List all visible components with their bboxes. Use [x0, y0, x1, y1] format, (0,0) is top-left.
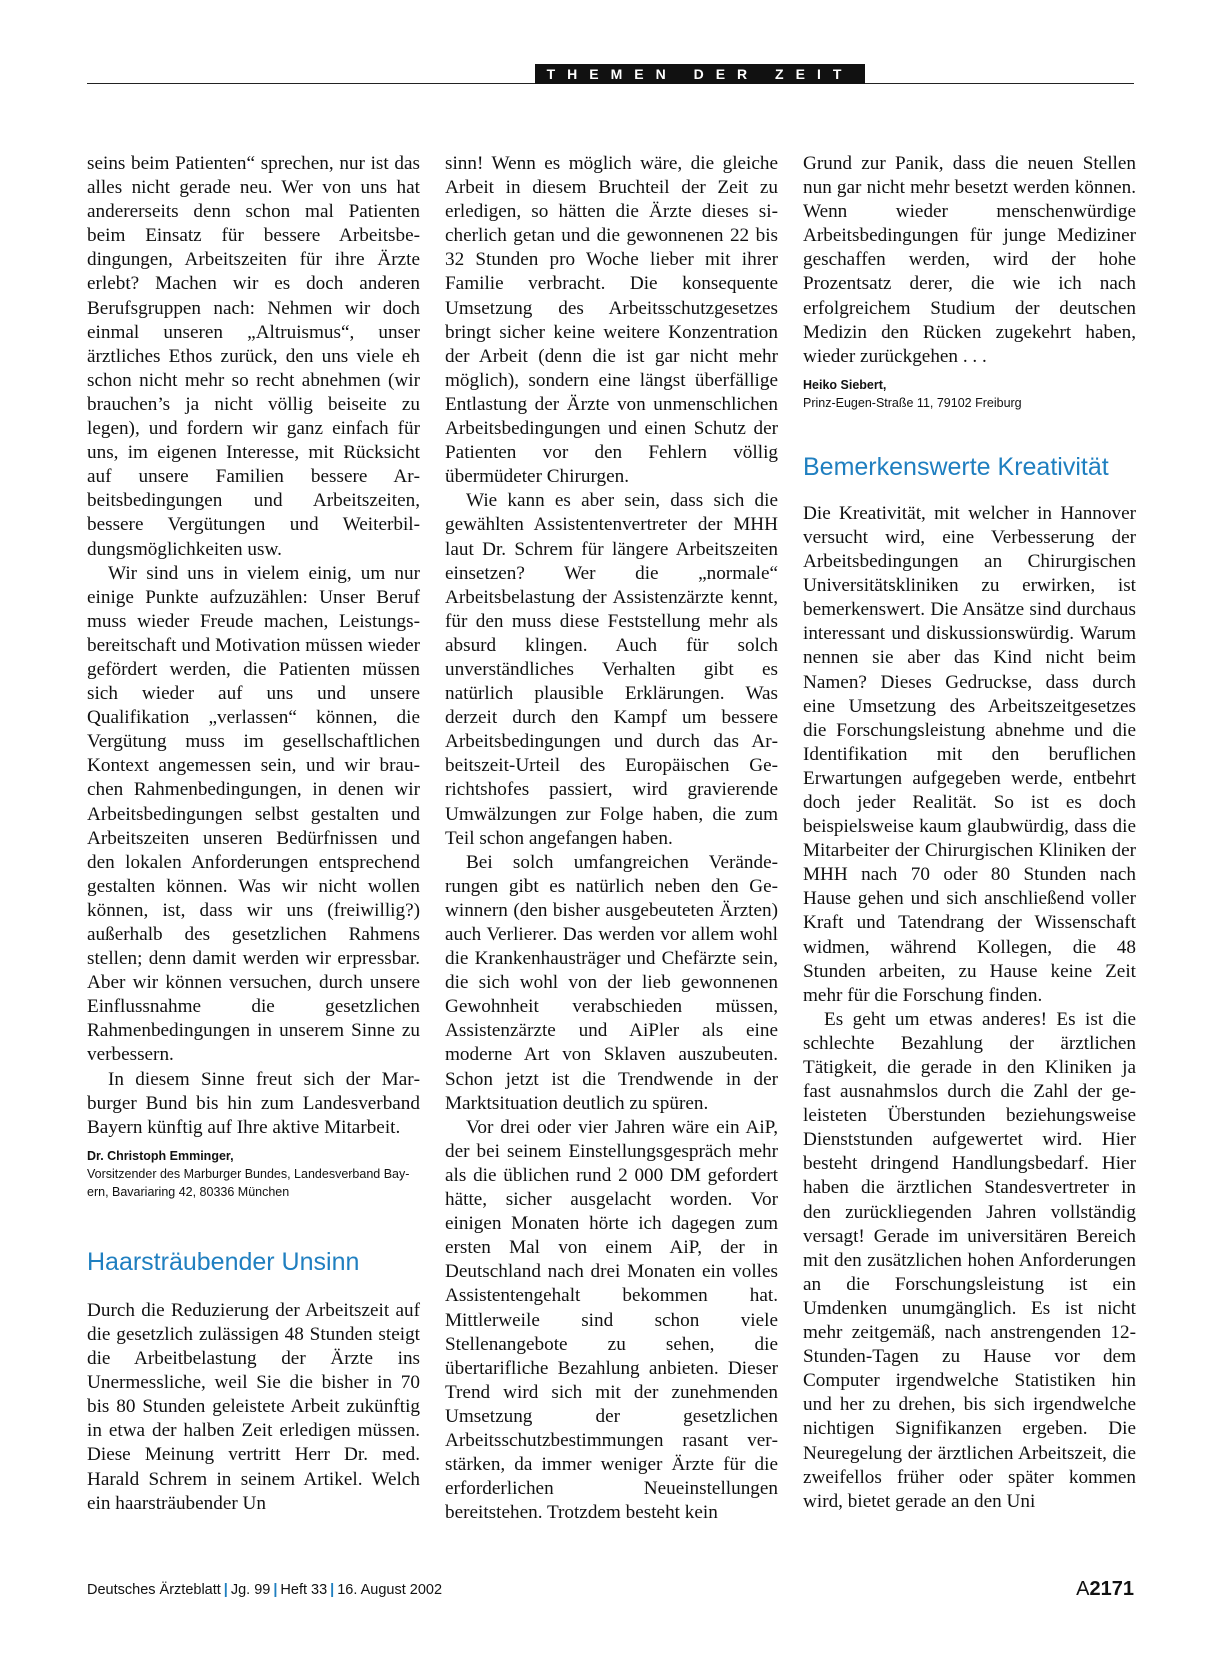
section-label: THEMEN DER ZEIT [535, 64, 865, 84]
paragraph: seins beim Patienten“ sprechen, nur ist das alles nicht gerade neu. Wer von uns hat andererseits denn schon mal Patienten beim Einsatz für bessere Arbeitsbedingungen, Arbeitszeiten für ihre Ärzte erlebt? Machen wir es doch anderen Berufsgruppen nach: Nehmen wir doch einmal unseren „Altruismus“, unser ärztliches Ethos zurück, den uns viele eh schon nicht mehr so recht abnehmen (wir brauchen’s ja nicht völlig beiseite zu legen), und fordern wir ganz einfach für uns, im eigenen Interesse, mit Rücksicht auf unsere Familien bessere Arbeitsbedingungen und Arbeitszeiten, bessere Vergütungen und Weiterbildungsmöglichkeiten usw. [87, 153, 420, 560]
separator: | [330, 1582, 335, 1598]
paragraph: In diesem Sinne freut sich der Marburger Bund bis hin zum Landesverband Bayern künftig auf Ihre aktive Mitarbeit. [87, 1068, 420, 1138]
section-header [87, 64, 1134, 86]
separator: | [273, 1582, 278, 1598]
paragraph: Grund zur Panik, dass die neuen Stellen nun gar nicht mehr besetzt werden können. Wenn wieder menschenwürdige Arbeitsbedingungen für junge Mediziner geschaffen werden, wird der hohe Prozentsatz derer, die wie ich nach erfolgreichem Studium der deutschen Medizin den Rücken zugekehrt haben, wieder zurückgehen . . . [803, 153, 1136, 367]
issue: Heft 33 [280, 1582, 328, 1598]
page-prefix: A [1076, 1578, 1090, 1600]
paragraph: Wie kann es aber sein, dass sich die gewählten Assistentenvertreter der MHH laut Dr. Schrem für längere Arbeitszeiten einsetzen? Wer die „normale“ Arbeitsbelastung der Assistenzärzte kennt, für den muss diese Feststellung mehr als absurd klingen. Auch für solch unverständliches Verhalten gibt es natürlich plausible Erklärungen. Was derzeit durch den Kampf um bessere Arbeitsbedingungen und durch das Arbeitszeit-Urteil des Europäischen Gerichtshofes passiert, wird gravierende Umwälzungen zur Folge haben, die zum Teil schon angefangen haben. [445, 490, 778, 849]
journal-name: Deutsches Ärzteblatt [87, 1582, 221, 1598]
citation [87, 1582, 442, 1598]
separator: | [223, 1582, 228, 1598]
author-address: Vorsitzender des Marburger Bundes, Landesverband Bayern, Bavariaring 42, 80336 München [87, 1166, 410, 1199]
paragraph: Vor drei oder vier Jahren wäre ein AiP, der bei seinem Einstellungsgespräch mehr als die üblichen rund 2 000 DM gefordert hätte, sicher ausgelacht worden. Vor einigen Monaten hörte ich dagegen zum ersten Mal von einem AiP, der in Deutschland nach drei Monaten ein volles Assistentengehalt bekommen hat. Mittlerweile sind schon viele Stellenangebote zu sehen, die übertarifliche Bezahlung anbieten. Dieser Trend wird sich mit der zunehmenden Umsetzung der gesetzlichen Arbeitsschutzbestimmungen rasant verstärken, da immer weniger Ärzte für die erforderlichen Neueinstellungen bereitstehen. Trotzdem besteht kein [445, 1116, 778, 1524]
letter-signature [803, 377, 1136, 412]
letter-heading: Haarsträubender Unsinn [87, 1247, 360, 1276]
letter-signature [87, 1148, 420, 1201]
column-2 [445, 152, 778, 1525]
column-1 [87, 152, 420, 1516]
paragraph: Es geht um etwas anderes! Es ist die schlechte Bezahlung der ärztlichen Tätigkeit, die gerade in den Kliniken ja fast ausnahmslos durch die Zahl der geleisteten Überstunden beziehungsweise Dienststunden aufgewertet wird. Hier besteht dringend Handlungsbedarf. Hier haben die ärztlichen Standesvertreter in den zurückliegenden Jahren vollständig versagt! Gerade im universitären Bereich mit den zusätzlichen hohen Anforderungen an die Forschungsleistung ist ein Umdenken unumgänglich. Es ist nicht mehr zeitgemäß, nach anstrengenden 12-Stunden-Tagen zu Hause vor dem Computer irgendwelche Statistiken hin und her zu drehen, bis sich irgendwelche nichtigen Signifikanzen ergeben. Die Neuregelung der ärztlichen Arbeitszeit, die zweifellos früher oder später kommen wird, bietet gerade an den Uni [803, 1008, 1136, 1512]
volume: Jg. 99 [230, 1582, 271, 1598]
page-number-value: 2171 [1089, 1578, 1134, 1600]
issue-date: 16. August 2002 [337, 1582, 443, 1598]
page-footer [87, 1578, 1134, 1602]
paragraph: Bei solch umfangreichen Veränderungen gibt es natürlich neben den Gewinnern (den bisher ausgebeuteten Ärzten) auch Verlierer. Das werden vor allem wohl die Krankenhausträger und Chefärzte sein, die sich wohl von der lieb gewonnenen Gewohnheit verabschieden müssen, Assistenzärzte und AiPler als eine moderne Art von Sklaven auszubeuten. Schon jetzt ist die Trendwende in der Marktsituation deutlich zu spüren. [445, 851, 778, 1114]
column-3 [803, 152, 1136, 1514]
paragraph: Die Kreativität, mit welcher in Hannover versucht wird, eine Verbesserung der Arbeitsbedingungen an Chirurgischen Universitätskliniken zu erwirken, ist bemerkenswert. Die Ansätze sind durchaus interessant und diskussionswürdig. Warum nennen sie aber das Kind nicht beim Namen? Dieses Gedruckse, dass durch eine Umsetzung des Arbeitszeitgesetzes die Forschungsleistung abnehme und die Identifikation mit den beruflichen Erwartungen aufgegeben werde, entbehrt doch jeder Realität. So ist es doch beispielsweise kaum glaubwürdig, dass die Mitarbeiter der Chirurgischen Kliniken der MHH nach 70 oder 80 Stunden nach Hause gehen und sich anschließend voller Kraft und Tatendrang der Wissenschaft widmen, während Kollegen, die 48 Stunden arbeiten, zu Hause keine Zeit mehr für die Forschung finden. [803, 502, 1136, 1006]
page-number [1076, 1578, 1134, 1601]
paragraph: Durch die Reduzierung der Arbeitszeit auf die gesetzlich zulässigen 48 Stunden steigt die Arbeitbelastung der Ärzte ins Unermessliche, weil Sie die bisher in 70 bis 80 Stunden geleistete Arbeit zukünftig in etwa der halben Zeit erledigen müssen. Diese Meinung vertritt Herr Dr. med. Harald Schrem in seinem Artikel. Welch ein haarsträubender Un [87, 1299, 420, 1514]
letter-heading: Bemerkenswerte Kreativität [803, 452, 1109, 481]
author-name: Heiko Siebert, [803, 377, 887, 392]
paragraph: Wir sind uns in vielem einig, um nur einige Punkte aufzuzählen: Unser Beruf muss wieder Freude machen, Leistungsbereitschaft und Motivation müssen wieder gefördert werden, die Patienten müssen sich wieder auf uns und unsere Qualifikation „verlassen“ können, die Vergütung muss im gesellschaftlichen Kontext angemessen sein, und wir brauchen Rahmenbedingungen, in denen wir Arbeitsbedingungen selbst gestalten und Arbeitszeiten unseren Bedürfnissen und den lokalen Anforderungen entsprechend gestalten können. Was wir nicht wollen können, ist, dass wir uns (freiwillig?) außerhalb des gesetzlichen Rahmens stellen; denn damit werden wir erpressbar. Aber wir können versuchen, durch unsere Einflussnahme die gesetzlichen Rahmenbedingungen in unserem Sinne zu verbessern. [87, 562, 420, 1066]
author-address: Prinz-Eugen-Straße 11, 79102 Freiburg [803, 395, 1022, 410]
paragraph: sinn! Wenn es möglich wäre, die gleiche Arbeit in diesem Bruchteil der Zeit zu erledigen, so hätten die Ärzte dieses sicherlich getan und die gewonnenen 22 bis 32 Stunden pro Woche lieber mit ihrer Familie verbracht. Die konsequente Umsetzung des Arbeitsschutzgesetzes bringt sicher keine weitere Konzentration der Arbeit (denn die ist gar nicht mehr möglich), sondern eine längst überfällige Entlastung der Ärzte von unmenschlichen Arbeitsbedingungen und einen Schutz der Patienten vor den Fehlern völlig übermüdeter Chirurgen. [445, 153, 778, 488]
author-name: Dr. Christoph Emminger, [87, 1148, 234, 1163]
